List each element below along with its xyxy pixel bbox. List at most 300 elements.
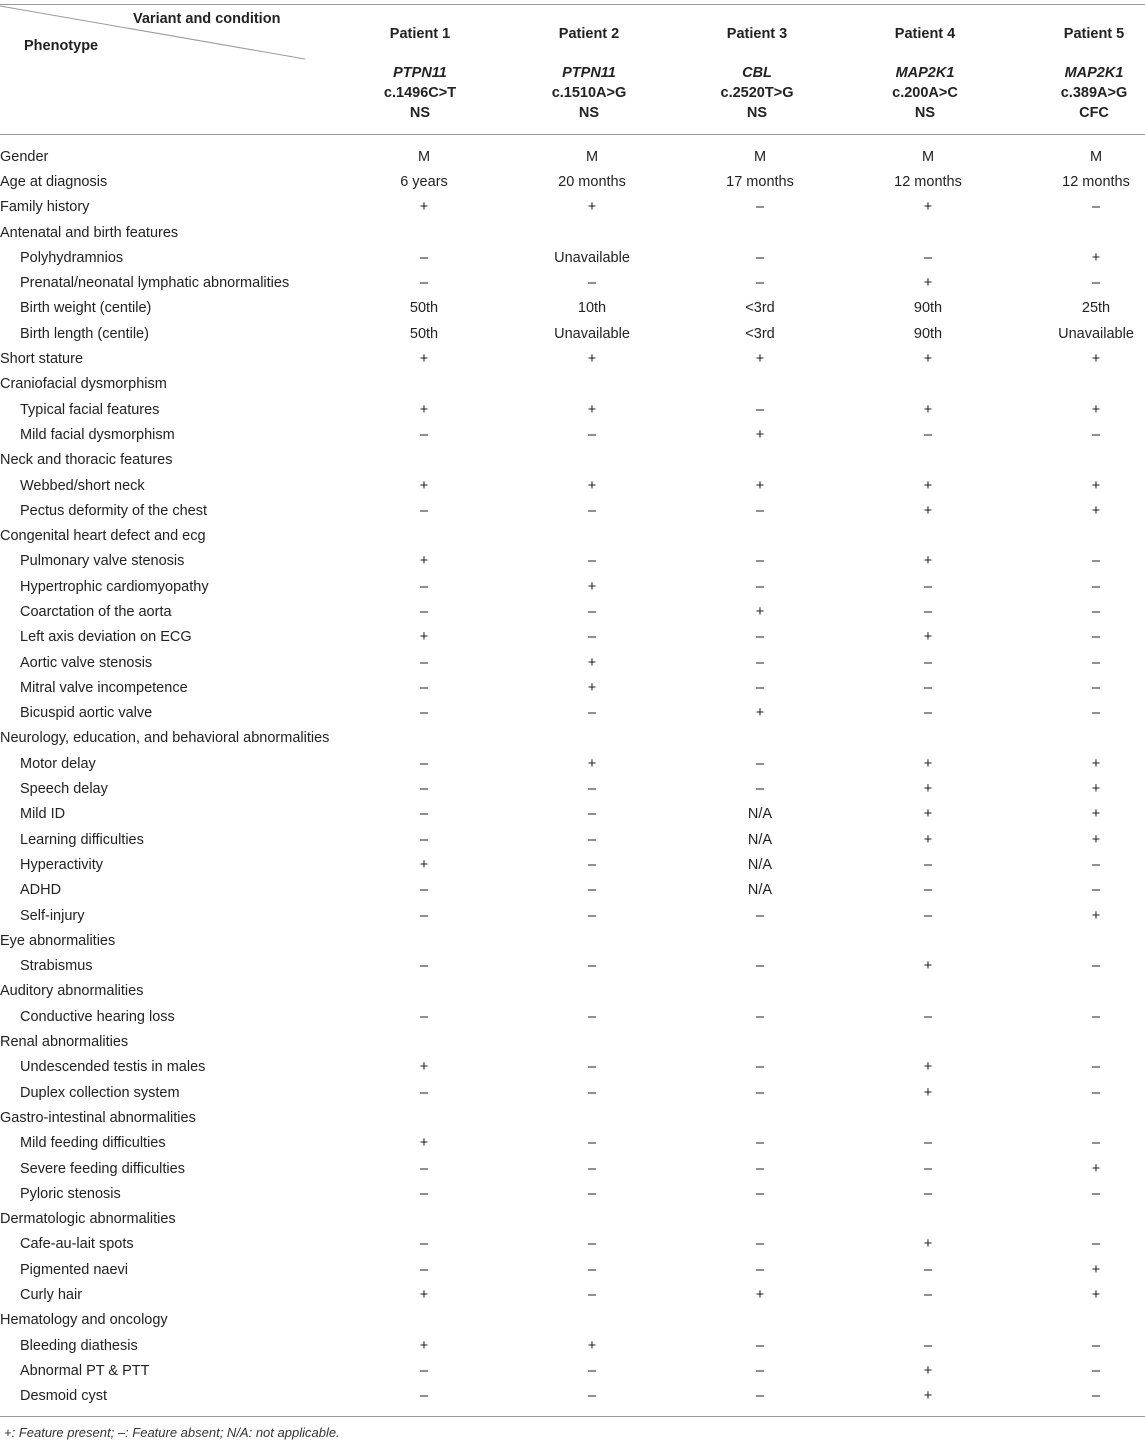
table-row [0, 625, 1145, 650]
patient-value-cell: + [1091, 1261, 1101, 1278]
patient-value-cell: – [923, 426, 933, 443]
patient-value-cell [1012, 979, 1145, 1004]
table-body [0, 144, 1145, 1409]
patient-value-cell: – [1091, 199, 1101, 216]
patient-value-cell: N/A [747, 831, 773, 848]
patient-value-cell: – [587, 553, 597, 570]
patient-value-cell: – [923, 1185, 933, 1202]
patient-value-cell [340, 726, 508, 751]
patient-value-cell [340, 372, 508, 397]
table-row [0, 1131, 1145, 1156]
phenotype-label: Prenatal/neonatal lymphatic abnormalities [20, 275, 290, 292]
patient-value-cell [676, 1206, 844, 1231]
section-row [0, 979, 1145, 1004]
patient-value-cell: + [419, 477, 429, 494]
patient-value-cell: + [587, 679, 597, 696]
section-heading: Renal abnormalities [0, 1034, 129, 1051]
patient-value-cell [508, 1308, 676, 1333]
patient-condition: CFC [1079, 105, 1109, 121]
phenotype-label: ADHD [20, 882, 62, 899]
patient-value-cell: + [419, 856, 429, 873]
table-row [0, 1181, 1145, 1206]
patient-value-cell: – [587, 882, 597, 899]
patient-value-cell: <3rd [745, 300, 775, 317]
patient-value-cell: + [419, 401, 429, 418]
patient-value-cell: – [587, 1135, 597, 1152]
patient-value-cell: 25th [1081, 300, 1111, 317]
patient-gene: PTPN11 [393, 65, 447, 81]
patient-value-cell: – [755, 249, 765, 266]
patient-value-cell: – [587, 1236, 597, 1253]
table-row [0, 1080, 1145, 1105]
patient-value-cell: – [755, 553, 765, 570]
patient-value-cell: – [587, 1059, 597, 1076]
patient-value-cell: + [923, 553, 933, 570]
patient-value-cell: – [419, 654, 429, 671]
patient-value-cell [844, 1206, 1012, 1231]
section-row [0, 1105, 1145, 1130]
patient-value-cell: – [419, 1388, 429, 1405]
patient-value-cell: + [923, 1388, 933, 1405]
table-footnote: +: Feature present; –: Feature absent; N/A: not applicable. [4, 1425, 340, 1440]
patient-value-cell: M [753, 148, 767, 165]
patient-value-cell: + [587, 199, 597, 216]
patient-value-cell: – [755, 1185, 765, 1202]
patient-value-cell: + [587, 654, 597, 671]
patient-value-cell: + [923, 958, 933, 975]
patient-value-cell: – [923, 1261, 933, 1278]
patient-label: Patient 1 [389, 26, 451, 42]
patient-value-cell [844, 448, 1012, 473]
patient-value-cell: – [923, 1160, 933, 1177]
patient-value-cell: – [419, 958, 429, 975]
patient-value-cell: – [1091, 1084, 1101, 1101]
patient-value-cell: – [587, 856, 597, 873]
patient-condition: NS [914, 105, 936, 121]
patient-value-cell: – [923, 1287, 933, 1303]
phenotype-label: Pectus deformity of the chest [20, 502, 207, 519]
patient-value-cell [844, 1105, 1012, 1130]
patient-value-cell: + [923, 806, 933, 823]
patient-value-cell: + [755, 603, 765, 620]
patient-value-cell [676, 1105, 844, 1130]
patient-value-cell: – [1091, 882, 1101, 899]
patient-variant: c.200A>C [892, 85, 958, 101]
section-heading: Neck and thoracic features [0, 452, 173, 469]
table-row [0, 954, 1145, 979]
phenotype-label: Duplex collection system [20, 1084, 180, 1101]
phenotype-label: Self-injury [20, 907, 85, 924]
patient-gene: PTPN11 [562, 65, 616, 81]
phenotype-label: Cafe-au-lait spots [20, 1236, 134, 1253]
table-row [0, 574, 1145, 599]
table-row [0, 1282, 1145, 1307]
table-row [0, 1333, 1145, 1358]
patient-value-cell: – [1091, 1388, 1101, 1405]
patient-value-cell: – [755, 755, 765, 772]
patient-value-cell: – [419, 1362, 429, 1379]
patient-value-cell: + [1091, 1287, 1101, 1303]
table-row [0, 1055, 1145, 1080]
patient-value-cell: 50th [409, 300, 439, 317]
patient-value-cell: – [755, 907, 765, 924]
table-row [0, 422, 1145, 447]
patient-value-cell: – [923, 249, 933, 266]
patient-value-cell [1012, 1308, 1145, 1333]
patient-value-cell: 17 months [726, 173, 794, 190]
patient-condition: NS [578, 105, 600, 121]
patient-value-cell: – [587, 1261, 597, 1278]
patient-value-cell [844, 928, 1012, 953]
table-row [0, 296, 1145, 321]
patient-value-cell: – [1091, 275, 1101, 292]
phenotype-label: Birth length (centile) [20, 325, 149, 342]
section-row [0, 346, 1145, 371]
patient-label: Patient 4 [894, 26, 956, 42]
patient-value-cell: – [1091, 679, 1101, 696]
patient-value-cell: – [923, 1008, 933, 1025]
patient-variant: c.389A>G [1060, 85, 1128, 101]
section-row [0, 928, 1145, 953]
patient-value-cell: 12 months [894, 173, 962, 190]
patient-value-cell: 20 months [558, 173, 626, 190]
phenotype-label: Curly hair [20, 1287, 83, 1303]
patient-value-cell: Unavailable [554, 325, 630, 342]
patient-value-cell: 12 months [1062, 173, 1130, 190]
phenotype-label: Bleeding diathesis [20, 1337, 138, 1354]
patient-value-cell: – [587, 1287, 597, 1303]
table-header [0, 4, 1145, 134]
patient-value-cell [508, 979, 676, 1004]
section-row [0, 1206, 1145, 1231]
phenotype-label: Birth weight (centile) [20, 300, 152, 317]
patient-condition: NS [746, 105, 768, 121]
patient-value-cell: – [1091, 1337, 1101, 1354]
patient-value-cell: – [419, 249, 429, 266]
patient-value-cell: – [587, 275, 597, 292]
patient-condition: NS [409, 105, 431, 121]
patient-value-cell: – [923, 654, 933, 671]
patient-value-cell: – [587, 629, 597, 646]
patient-value-cell: 90th [913, 325, 943, 342]
phenotype-label: Conductive hearing loss [20, 1008, 175, 1025]
phenotype-label: Severe feeding difficulties [20, 1160, 185, 1177]
patient-value-cell [676, 372, 844, 397]
patient-value-cell: + [1091, 351, 1101, 368]
patient-value-cell: – [587, 603, 597, 620]
patient-value-cell [508, 1029, 676, 1054]
table-row [0, 852, 1145, 877]
patient-value-cell: – [419, 275, 429, 292]
phenotype-label: Typical facial features [20, 401, 160, 418]
phenotype-label: Hypertrophic cardiomyopathy [20, 578, 209, 595]
patient-value-cell: – [1091, 856, 1101, 873]
patient-value-cell: + [923, 477, 933, 494]
phenotype-label: Mitral valve incompetence [20, 679, 188, 696]
patient-value-cell: – [419, 781, 429, 798]
patient-value-cell: – [923, 578, 933, 595]
patient-value-cell: + [923, 275, 933, 292]
patient-value-cell [676, 979, 844, 1004]
patient-variant: c.2520T>G [720, 85, 794, 101]
phenotype-label: Coarctation of the aorta [20, 603, 172, 620]
patient-value-cell [340, 1105, 508, 1130]
patient-value-cell: – [755, 1135, 765, 1152]
phenotype-label: Family history [0, 199, 90, 216]
patient-value-cell: – [587, 705, 597, 722]
patient-value-cell: – [1091, 654, 1101, 671]
phenotype-label: Aortic valve stenosis [20, 654, 153, 671]
patient-value-cell: – [419, 1160, 429, 1177]
patient-value-cell: – [587, 1084, 597, 1101]
patient-value-cell: – [419, 1084, 429, 1101]
patient-value-cell: – [587, 1185, 597, 1202]
table-row [0, 1232, 1145, 1257]
table-row [0, 1156, 1145, 1181]
patient-value-cell: – [755, 679, 765, 696]
patient-value-cell [1012, 928, 1145, 953]
patient-value-cell [1012, 372, 1145, 397]
patient-value-cell: – [755, 401, 765, 418]
patient-value-cell: + [923, 781, 933, 798]
patient-value-cell: – [755, 1337, 765, 1354]
patient-value-cell: + [419, 351, 429, 368]
patient-value-cell: – [419, 426, 429, 443]
section-heading: Craniofacial dysmorphism [0, 376, 167, 393]
patient-value-cell: 50th [409, 325, 439, 342]
section-heading: Antenatal and birth features [0, 224, 179, 241]
patient-value-cell: – [755, 502, 765, 519]
patient-value-cell [508, 726, 676, 751]
patient-value-cell: – [755, 781, 765, 798]
patient-value-cell: – [419, 1185, 429, 1202]
patient-value-cell: + [923, 351, 933, 368]
patient-value-cell: + [755, 477, 765, 494]
table-row [0, 650, 1145, 675]
patient-label: Patient 3 [726, 26, 788, 42]
patient-value-cell: – [1091, 1362, 1101, 1379]
table-bottom-rule [0, 1416, 1145, 1417]
patient-value-cell: – [755, 654, 765, 671]
table-row [0, 270, 1145, 295]
table-row [0, 169, 1145, 194]
patient-column-header [850, 24, 1000, 123]
patient-value-cell: + [923, 401, 933, 418]
patient-value-cell: + [923, 755, 933, 772]
patient-value-cell: + [587, 578, 597, 595]
patient-value-cell: – [419, 603, 429, 620]
patient-value-cell: + [923, 629, 933, 646]
patient-value-cell: – [419, 1008, 429, 1025]
phenotype-label: Pulmonary valve stenosis [20, 553, 185, 570]
patient-value-cell: + [923, 831, 933, 848]
patient-value-cell: – [587, 1388, 597, 1405]
patient-value-cell: <3rd [745, 325, 775, 342]
patient-gene: MAP2K1 [895, 65, 955, 81]
patient-value-cell: – [1091, 705, 1101, 722]
patient-value-cell: Unavailable [554, 249, 630, 266]
phenotype-label: Left axis deviation on ECG [20, 629, 192, 646]
phenotype-label: Learning difficulties [20, 831, 144, 848]
table-row [0, 549, 1145, 574]
phenotype-label: Mild ID [20, 806, 66, 823]
section-heading: Short stature [0, 351, 84, 368]
patient-value-cell: + [419, 1135, 429, 1152]
table-row [0, 473, 1145, 498]
patient-value-cell: + [923, 199, 933, 216]
patient-variant: c.1510A>G [551, 85, 627, 101]
patient-value-cell: – [1091, 578, 1101, 595]
patient-column-header [682, 24, 832, 123]
table-row [0, 195, 1145, 220]
header-phenotype: Phenotype [24, 38, 99, 54]
patient-value-cell: + [419, 629, 429, 646]
table-row [0, 827, 1145, 852]
patient-value-cell: + [419, 1059, 429, 1076]
patient-value-cell: – [1091, 1059, 1101, 1076]
patient-value-cell: + [923, 1362, 933, 1379]
patient-value-cell: + [923, 1236, 933, 1253]
patient-value-cell [676, 928, 844, 953]
patient-value-cell: + [1091, 401, 1101, 418]
phenotype-label: Strabismus [20, 958, 93, 975]
patient-value-cell: – [419, 907, 429, 924]
patient-value-cell: – [587, 1008, 597, 1025]
phenotype-label: Bicuspid aortic valve [20, 705, 153, 722]
patient-column-header [345, 24, 495, 123]
patient-value-cell: + [419, 199, 429, 216]
patient-value-cell: – [587, 1160, 597, 1177]
patient-value-cell: + [587, 755, 597, 772]
phenotype-label: Pyloric stenosis [20, 1185, 121, 1202]
patient-value-cell [1012, 1105, 1145, 1130]
table-row [0, 1004, 1145, 1029]
section-heading: Congenital heart defect and ecg [0, 528, 206, 545]
patient-value-cell: Unavailable [1058, 325, 1134, 342]
patient-value-cell: – [419, 1261, 429, 1278]
patient-column-header [1019, 24, 1145, 123]
phenotype-label: Pigmented naevi [20, 1261, 129, 1278]
table-row [0, 498, 1145, 523]
patient-value-cell: + [1091, 1160, 1101, 1177]
patient-value-cell [340, 928, 508, 953]
patient-value-cell: – [419, 502, 429, 519]
patient-value-cell [844, 979, 1012, 1004]
patient-value-cell: + [1091, 502, 1101, 519]
patient-value-cell: 10th [577, 300, 607, 317]
patient-value-cell: + [1091, 831, 1101, 848]
patient-value-cell: – [755, 1084, 765, 1101]
patient-value-cell [508, 372, 676, 397]
patient-value-cell: – [923, 603, 933, 620]
patient-value-cell: – [923, 679, 933, 696]
patient-value-cell [508, 928, 676, 953]
phenotype-label: Motor delay [20, 755, 96, 772]
patient-value-cell: N/A [747, 856, 773, 873]
patient-value-cell [340, 448, 508, 473]
section-heading: Hematology and oncology [0, 1312, 168, 1329]
phenotype-label: Desmoid cyst [20, 1388, 108, 1405]
table-row [0, 245, 1145, 270]
patient-value-cell: + [1091, 781, 1101, 798]
patient-value-cell [340, 979, 508, 1004]
patient-value-cell [844, 372, 1012, 397]
patient-value-cell: 90th [913, 300, 943, 317]
phenotype-label: Gender [0, 148, 49, 165]
patient-value-cell: – [419, 705, 429, 722]
patient-value-cell [844, 220, 1012, 245]
patient-value-cell [676, 523, 844, 548]
patient-value-cell: – [923, 1337, 933, 1354]
table-row [0, 144, 1145, 169]
phenotype-label: Age at diagnosis [0, 173, 108, 190]
patient-value-cell: – [419, 831, 429, 848]
patient-value-cell: – [419, 806, 429, 823]
patient-value-cell [340, 523, 508, 548]
table-row [0, 802, 1145, 827]
patient-label: Patient 5 [1063, 26, 1125, 42]
patient-value-cell: + [419, 1337, 429, 1354]
patient-value-cell [508, 523, 676, 548]
patient-value-cell: – [1091, 553, 1101, 570]
patient-value-cell: + [755, 351, 765, 368]
patient-value-cell: 6 years [400, 173, 448, 190]
section-row [0, 1308, 1145, 1333]
patient-value-cell: M [921, 148, 935, 165]
patient-value-cell: – [587, 502, 597, 519]
patient-value-cell [676, 1029, 844, 1054]
table-row [0, 397, 1145, 422]
table-row [0, 675, 1145, 700]
patient-value-cell: – [755, 199, 765, 216]
section-row [0, 448, 1145, 473]
section-row [0, 220, 1145, 245]
patient-value-cell [1012, 523, 1145, 548]
section-heading: Dermatologic abnormalities [0, 1211, 176, 1228]
patient-value-cell: – [755, 629, 765, 646]
patient-value-cell: N/A [747, 806, 773, 823]
table-row [0, 599, 1145, 624]
patient-value-cell: + [923, 1059, 933, 1076]
section-heading: Neurology, education, and behavioral abnormalities [0, 730, 330, 747]
patient-value-cell [1012, 1029, 1145, 1054]
patient-value-cell [340, 1308, 508, 1333]
patient-value-cell: + [419, 1287, 429, 1303]
phenotype-label: Mild facial dysmorphism [20, 426, 175, 443]
phenotype-label: Polyhydramnios [20, 249, 124, 266]
patient-value-cell: – [1091, 1236, 1101, 1253]
patient-value-cell: – [419, 755, 429, 772]
patient-value-cell: – [755, 1008, 765, 1025]
patient-value-cell [844, 523, 1012, 548]
phenotype-label: Webbed/short neck [20, 477, 145, 494]
patient-value-cell [508, 220, 676, 245]
patient-value-cell: – [419, 882, 429, 899]
section-row [0, 372, 1145, 397]
patient-value-cell: – [755, 578, 765, 595]
patient-value-cell [340, 1206, 508, 1231]
patient-value-cell [508, 1206, 676, 1231]
patient-value-cell [1012, 220, 1145, 245]
patient-value-cell: – [1091, 603, 1101, 620]
patient-value-cell [676, 220, 844, 245]
patient-value-cell [676, 726, 844, 751]
patient-value-cell: + [923, 1084, 933, 1101]
section-row [0, 726, 1145, 751]
patient-value-cell: M [417, 148, 431, 165]
patient-value-cell: – [1091, 1135, 1101, 1152]
patient-value-cell [340, 1029, 508, 1054]
